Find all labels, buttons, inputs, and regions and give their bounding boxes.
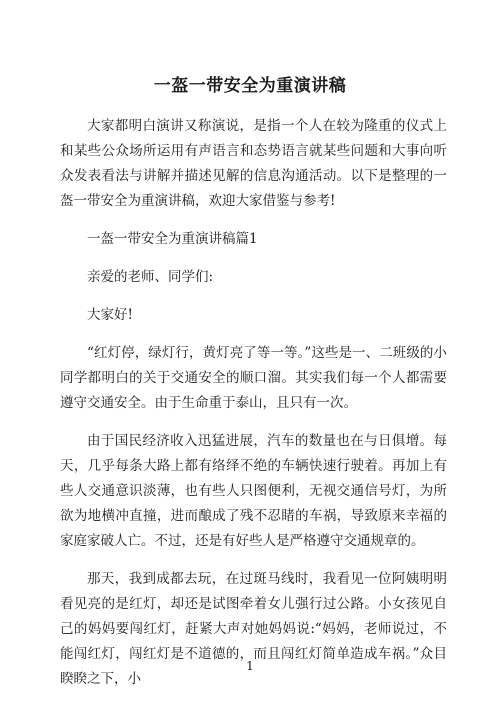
page-number: 1 (246, 659, 254, 673)
body-paragraph: “红灯停，绿灯行，黄灯亮了等一等。”这些是一、二班级的小同学都明白的关于交通安全的顺口溜。其实我们每一个人都需要遵守交通安全。由于生命重于泰山，且只有一次。 (60, 345, 447, 411)
intro-paragraph: 大家都明白演讲又称演说，是指一个人在较为隆重的仪式上和某些公众场所运用有声语言和态势语言就某些问题和大事向听众发表看法与讲解并描述见解的信息沟通活动。以下是整理的一盔一带安全为重演讲稿，欢迎大家借鉴与参考! (60, 118, 447, 209)
salutation: 亲爱的老师、同学们: (87, 269, 214, 285)
body-paragraph: 由于国民经济收入迅猛进展，汽车的数量也在与日俱增。每天，几乎每条大路上都有络绎不绝的车辆快速行驶着。再加上有些人交通意识淡薄，也有些人只图便利，无视交通信号灯，为所欲为地横冲直撞，进而酿成了残不忍睹的车祸，导致原来幸福的家庭家破人亡。不过，还是有好些人是严格遵守交通规章的。 (60, 433, 447, 549)
section-heading: 一盔一带安全为重演讲稿篇1 (87, 231, 258, 247)
document-title: 一盔一带安全为重演讲稿 (153, 76, 347, 96)
document-body (60, 114, 447, 705)
greeting: 大家好! (87, 307, 133, 323)
body-paragraph: 那天，我到成都去玩，在过斑马线时，我看见一位阿姨明明看见亮的是红灯，却还是试图牵着女儿强行过公路。小女孩见自己的妈妈要闯红灯，赶紧大声对她妈妈说:“妈妈，老师说过，不能闯红灯，闯红灯是不道德的，而且闯红灯简单造成车祸。”众目睽睽之下，小 (60, 571, 447, 687)
